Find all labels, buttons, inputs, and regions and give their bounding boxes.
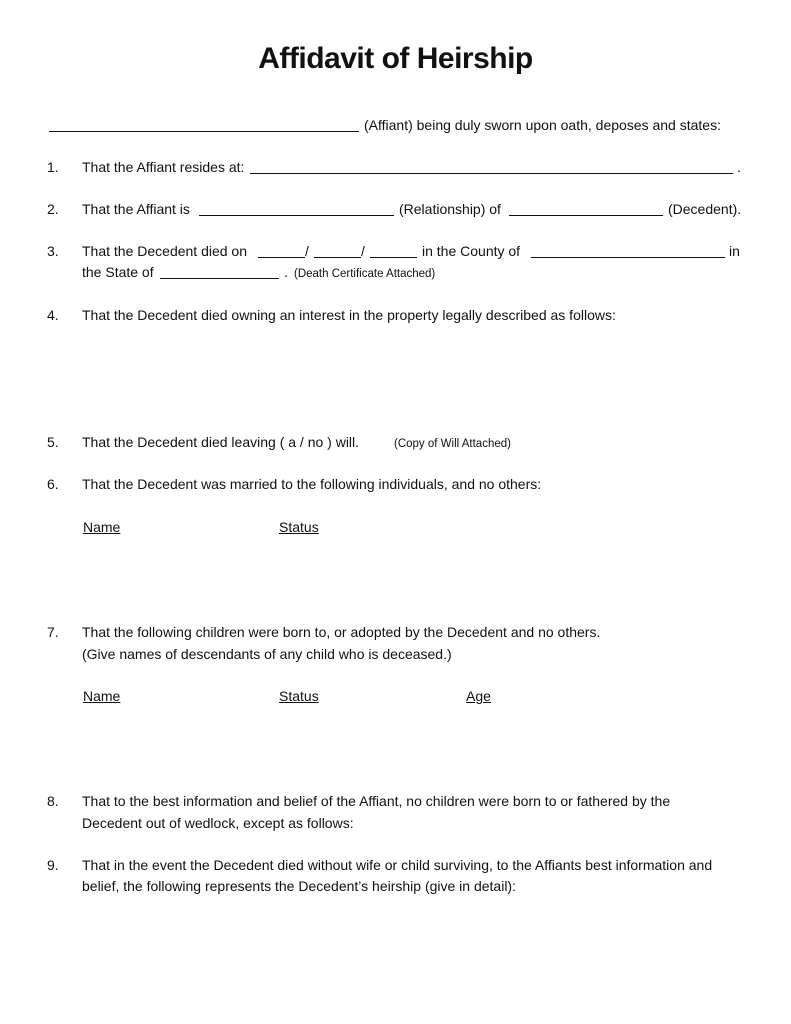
will-note: (Copy of Will Attached): [394, 438, 511, 450]
children-table-header: [0, 687, 791, 707]
decedent-label: (Decedent).: [668, 201, 742, 217]
item-text-end: .: [737, 159, 741, 175]
intro-line: [0, 116, 791, 136]
item-text: That the Decedent died on: [82, 243, 248, 259]
item-9: [0, 856, 791, 876]
item-text: That the Decedent died owning an interest in the property legally described as follows:: [82, 307, 616, 323]
item-text: That in the event the Decedent died without wife or child surviving, to the Affiants best information and: [82, 857, 713, 873]
item-text: That the Decedent was married to the following individuals, and no others:: [82, 476, 542, 492]
item-text: That the following children were born to, or adopted by the Decedent and no others.: [82, 624, 601, 640]
item-text: That the Affiant is: [82, 201, 190, 217]
column-header-status: Status: [279, 519, 319, 535]
item-subtext: Decedent out of wedlock, except as follows:: [82, 815, 354, 831]
item-6: [0, 475, 791, 495]
in-label: in: [729, 243, 740, 259]
item-3: [0, 242, 791, 262]
item-number: 7.: [47, 624, 59, 640]
item-number: 5.: [47, 434, 59, 450]
date-slash: /: [361, 243, 365, 259]
item-number: 6.: [47, 476, 59, 492]
relationship-field[interactable]: [199, 215, 394, 216]
column-header-name: Name: [83, 688, 121, 704]
spouse-table-header: [0, 518, 791, 538]
item-number: 2.: [47, 201, 59, 217]
item-text: That the Decedent died leaving ( a / no ) will.: [82, 434, 360, 450]
intro-text: (Affiant) being duly sworn upon oath, deposes and states:: [364, 117, 721, 133]
item-text: That the Affiant resides at:: [82, 159, 245, 175]
item-5: [0, 433, 791, 453]
county-label: in the County of: [422, 243, 521, 259]
date-slash: /: [305, 243, 309, 259]
item-1: [0, 158, 791, 178]
state-field[interactable]: [160, 278, 279, 279]
item-number: 3.: [47, 243, 59, 259]
item-subtext: belief, the following represents the Decedent’s heirship (give in detail):: [82, 878, 516, 894]
item-8: [0, 792, 791, 812]
death-day-field[interactable]: [314, 257, 361, 258]
affiant-name-field[interactable]: [49, 131, 359, 132]
item-subtext: (Give names of descendants of any child who is deceased.): [82, 646, 452, 662]
death-month-field[interactable]: [258, 257, 305, 258]
item-number: 9.: [47, 857, 59, 873]
document-title: Affidavit of Heirship: [258, 42, 533, 75]
column-header-status: Status: [279, 688, 319, 704]
state-period: .: [284, 264, 288, 280]
item-number: 1.: [47, 159, 59, 175]
item-4: [0, 306, 791, 326]
item-3-line-2: [0, 263, 791, 283]
county-field[interactable]: [531, 257, 725, 258]
column-header-age: Age: [466, 688, 491, 704]
column-header-name: Name: [83, 519, 121, 535]
affiant-address-field[interactable]: [250, 173, 733, 174]
death-year-field[interactable]: [370, 257, 417, 258]
item-number: 8.: [47, 793, 59, 809]
item-7-line-2: [0, 645, 791, 665]
item-number: 4.: [47, 307, 59, 323]
state-label: the State of: [82, 264, 154, 280]
decedent-name-field[interactable]: [509, 215, 663, 216]
item-2: [0, 200, 791, 220]
item-text: That to the best information and belief of the Affiant, no children were born to or fathered by the: [82, 793, 671, 809]
relationship-label: (Relationship) of: [399, 201, 501, 217]
item-9-line-2: [0, 877, 791, 897]
item-7: [0, 623, 791, 643]
item-8-line-2: [0, 814, 791, 834]
death-certificate-note: (Death Certificate Attached): [294, 268, 436, 280]
